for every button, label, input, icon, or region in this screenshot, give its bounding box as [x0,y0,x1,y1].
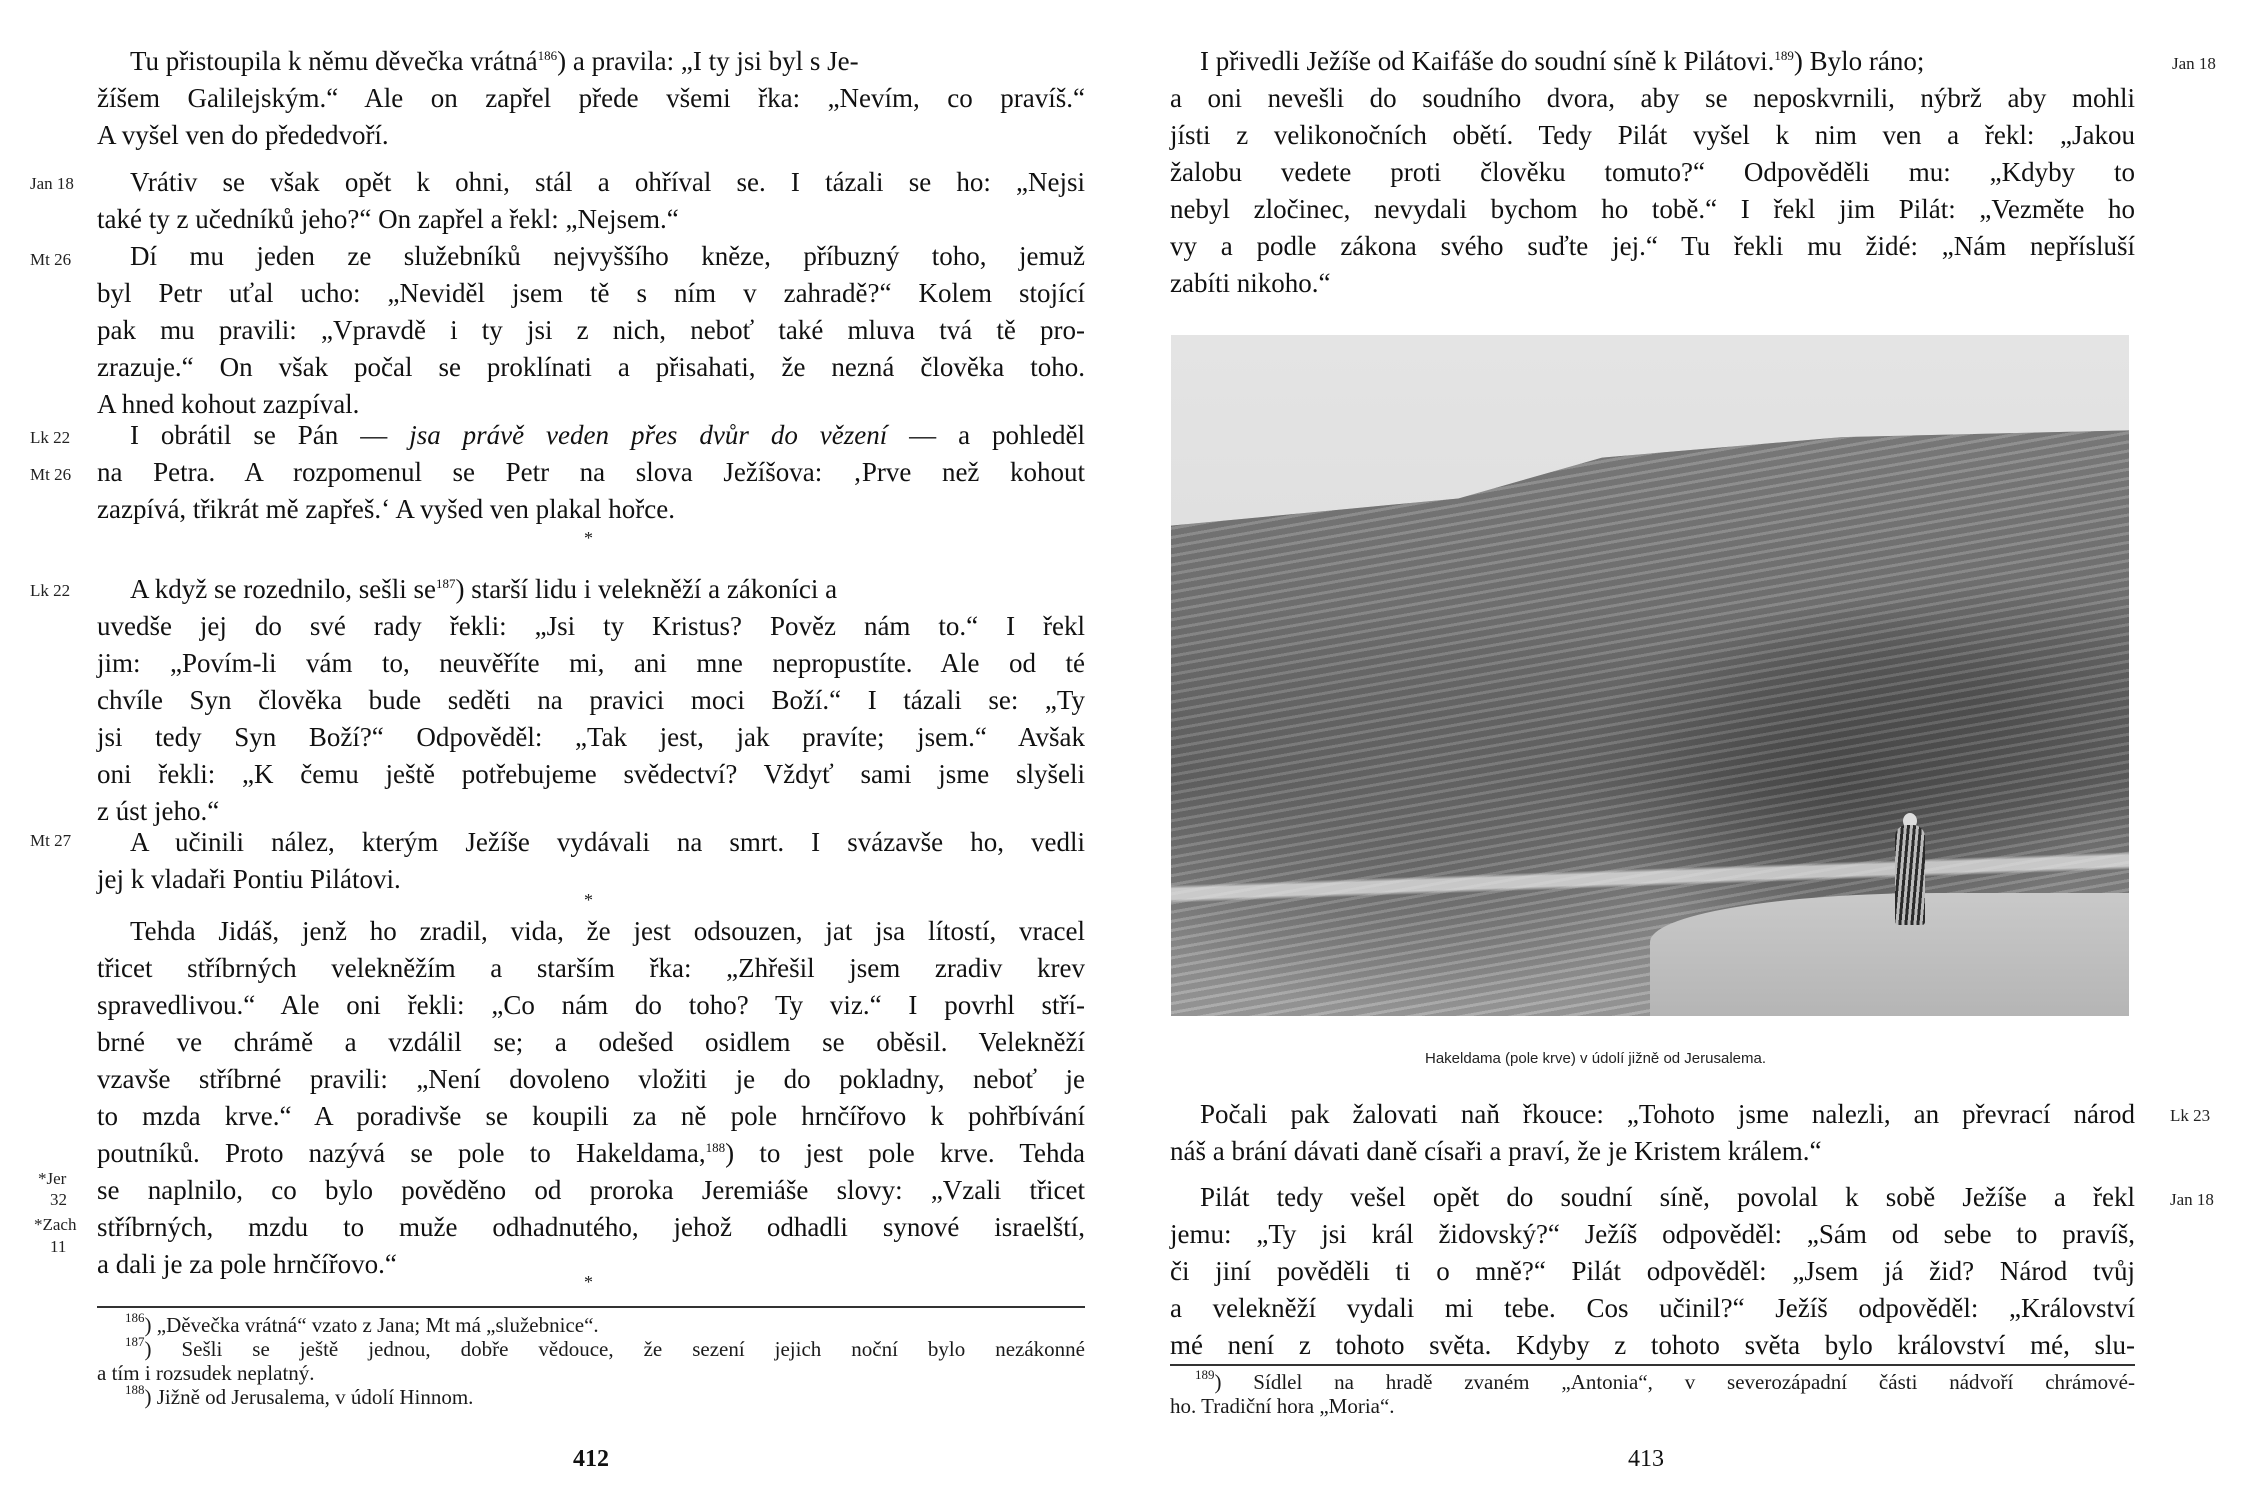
text-line: byl Petr uťal ucho: „Neviděl jsem tě s ním v zahradě?“ Kolem stojící [97,278,1085,308]
text-line: a velekněží vydali mi tebe. Cos učinil?“ Ježíš odpověděl: „Království [1170,1293,2135,1323]
page-number: 413 [1628,1446,1664,1472]
text-line: jsi tedy Syn Boží?“ Odpověděl: „Tak jest, jak pravíte; jsem.“ Avšak [97,722,1085,752]
right-page [1120,0,2246,1500]
text-line: na Petra. A rozpomenul se Petr na slova Ježíšova: ‚Prve než kohout [97,457,1085,487]
text-line: jemu: „Ty jsi král židovský?“ Ježíš odpověděl: „Sám od sebe to pravíš, [1170,1219,2135,1249]
text-line: vzavše stříbrné pravili: „Není dovoleno vložiti je do pokladny, neboť je [97,1064,1085,1094]
text-line: A vyšel ven do přededvoří. [97,120,389,150]
margin-ref-jan18: Jan 18 [2172,54,2216,73]
text-line: z úst jeho.“ [97,796,220,826]
margin-ref-zach-chapter: 11 [50,1237,67,1256]
footnote-189: $^{189}$) Sídlel na hradě zvaném „Antonia“, v severozápadní části nádvoří chrámové- [1195,1367,2135,1394]
text-line: A když se rozednilo, sešli $se^{187}$) starší lidu i velekněží a zákoníci a [130,574,838,604]
footnote-divider [97,1306,1085,1308]
text-line: stříbrných, mzdu to muže odhadnutého, jehož odhadli synové israelští, [97,1212,1085,1242]
text-line: oni řekli: „K čemu ještě potřebujeme svědectví? Vždyť sami jsme slyšeli [97,759,1085,789]
text-line: Tu přistoupila k němu děvečka vrátná$^{186}$) a pravila: „I ty jsi byl s Je- [130,46,859,76]
text-line: I obrátil se Pán — jsa právě veden přes dvůr do vězení — a pohleděl [130,420,1086,450]
text-line: jim: „Povím-li vám to, neuvěříte mi, ani mne nepropustíte. Ale od té [97,648,1085,678]
margin-ref-jer-chapter: 32 [50,1190,67,1209]
text-line: náš a brání dávati daně císaři a praví, že je Kristem králem.“ [1170,1136,1822,1166]
text-line: A hned kohout zazpíval. [97,389,360,419]
text-line: Dí mu jeden ze služebníků nejvyššího kněze, příbuzný toho, jemuž [130,241,1085,271]
text-line: třicet stříbrných velekněžím a starším řka: „Zhřešil jsem zradiv krev [97,953,1085,983]
text-line: A učinili nález, kterým Ježíše vydávali na smrt. I svázavše ho, vedli [130,827,1085,857]
margin-ref-jer: *Jer [38,1169,67,1188]
text-line: a oni nevešli do soudního dvora, aby se neposkvrnili, nýbrž aby mohli [1170,83,2135,113]
text-line: I přivedli Ježíše od Kaifáše do soudní síně k Pilátovi.$^{189}$) Bylo ráno; [1200,46,1925,76]
text-line: Počali pak žalovati naň řkouce: „Tohoto jsme nalezli, an převrací národ [1200,1099,2135,1129]
text-line: zabíti nikoho.“ [1170,268,1331,298]
margin-ref-jan18: Jan 18 [30,174,74,193]
footnote-187: $^{187}$) Sešli se ještě jednou, dobře vědouce, že sezení jejich noční bylo nezákonné [125,1334,1085,1361]
margin-ref-mt26: Mt 26 [30,250,72,269]
text-line: chvíle Syn člověka bude seděti na pravici moci Boží.“ I tázali se: „Ty [97,685,1085,715]
margin-ref-jan18-2: Jan 18 [2170,1190,2214,1209]
text-line: nebyl zločinec, nevydali bychom ho tobě.“ I řekl jim Pilát: „Vezměte ho [1170,194,2135,224]
text-line: to mzda krve.“ A poradivše se koupili za ně pole hrnčířovo k pohřbívání [97,1101,1085,1131]
photo-standing-figure [1895,825,1925,925]
figure-caption: Hakeldama (pole krve) v údolí jižně od Jerusalema. [1425,1050,1766,1067]
photograph-hakeldama [1171,335,2129,1016]
footnote-188: $^{188}$) Jižně od Jerusalema, v údolí Hinnom. [125,1382,474,1409]
text-line: spravedlivou.“ Ale oni řekli: „Co nám do toho? Ty viz.“ I povrhl stří- [97,990,1085,1020]
margin-ref-lk22: Lk 22 [30,428,71,447]
text-line: také ty z učedníků jeho?“ On zapřel a řekl: „Nejsem.“ [97,204,679,234]
text-line: pak mu pravili: „Vpravdě i ty jsi z nich, neboť také mluva tvá tě pro- [97,315,1085,345]
margin-ref-lk22-2: Lk 22 [30,581,71,600]
text-line: zrazuje.“ On však počal se proklínati a přisahati, že nezná člověka toho. [97,352,1085,382]
margin-ref-lk23: Lk 23 [2170,1106,2211,1125]
margin-ref-zach: *Zach [34,1215,77,1234]
text-line: poutníků. Proto nazývá se pole to Hakeldama,$^{188}$) to jest pole krve. Tehda [97,1138,1085,1168]
section-separator: * [584,528,593,548]
footnote-189-cont: ho. Tradiční hora „Moria“. [1170,1394,1395,1418]
page-number: 412 [573,1446,609,1472]
text-line: brné ve chrámě a vzdálil se; a odešed osidlem se oběsil. Velekněží [97,1027,1085,1057]
footnote-186: $^{186}$) „Děvečka vrátná“ vzato z Jana; Mt má „služebnice“. [125,1310,599,1337]
text-line: žíšem Galilejským.“ Ale on zapřel přede všemi řka: „Nevím, co pravíš.“ [97,83,1085,113]
left-page [0,0,1120,1500]
text-line: vy a podle zákona svého suďte jej.“ Tu řekli mu židé: „Nám nepřísluší [1170,231,2135,261]
photo-ground [1650,893,2129,1016]
margin-ref-mt27: Mt 27 [30,831,72,850]
text-line: mé není z tohoto světa. Kdyby z tohoto světa bylo království mé, slu- [1170,1330,2135,1360]
text-line: jej k vladaři Pontiu Pilátovi. [97,864,401,894]
text-line: Pilát tedy vešel opět do soudní síně, povolal k sobě Ježíše a řekl [1200,1182,2135,1212]
text-line: uvedše jej do své rady řekli: „Jsi ty Kristus? Pověz nám to.“ I řekl [97,611,1085,641]
margin-ref-mt26-2: Mt 26 [30,465,72,484]
text-line: či jiní pověděli ti o mně?“ Pilát odpověděl: „Jsem já žid? Národ tvůj [1170,1256,2135,1286]
text-line: Vrátiv se však opět k ohni, stál a ohříval se. I tázali se ho: „Nejsi [130,167,1085,197]
section-separator: * [584,1272,593,1292]
text-line: se naplnilo, co bylo pověděno od proroka Jeremiáše slovy: „Vzali třicet [97,1175,1085,1205]
footnote-divider [1170,1364,2135,1366]
text-line: zazpívá, třikrát mě zapřeš.‘ A vyšed ven plakal hořce. [97,494,676,524]
text-line: a dali je za pole hrnčířovo.“ [97,1249,397,1279]
text-line: jísti z velikonočních obětí. Tedy Pilát vyšel k nim ven a řekl: „Jakou [1170,120,2135,150]
section-separator: * [584,890,593,910]
text-line: žalobu vedete proti člověku tomuto?“ Odpověděli mu: „Kdyby to [1170,157,2135,187]
text-line: Tehda Jidáš, jenž ho zradil, vida, že jest odsouzen, jat jsa lítostí, vracel [130,916,1085,946]
footnote-187-cont: a tím i rozsudek neplatný. [97,1361,315,1385]
